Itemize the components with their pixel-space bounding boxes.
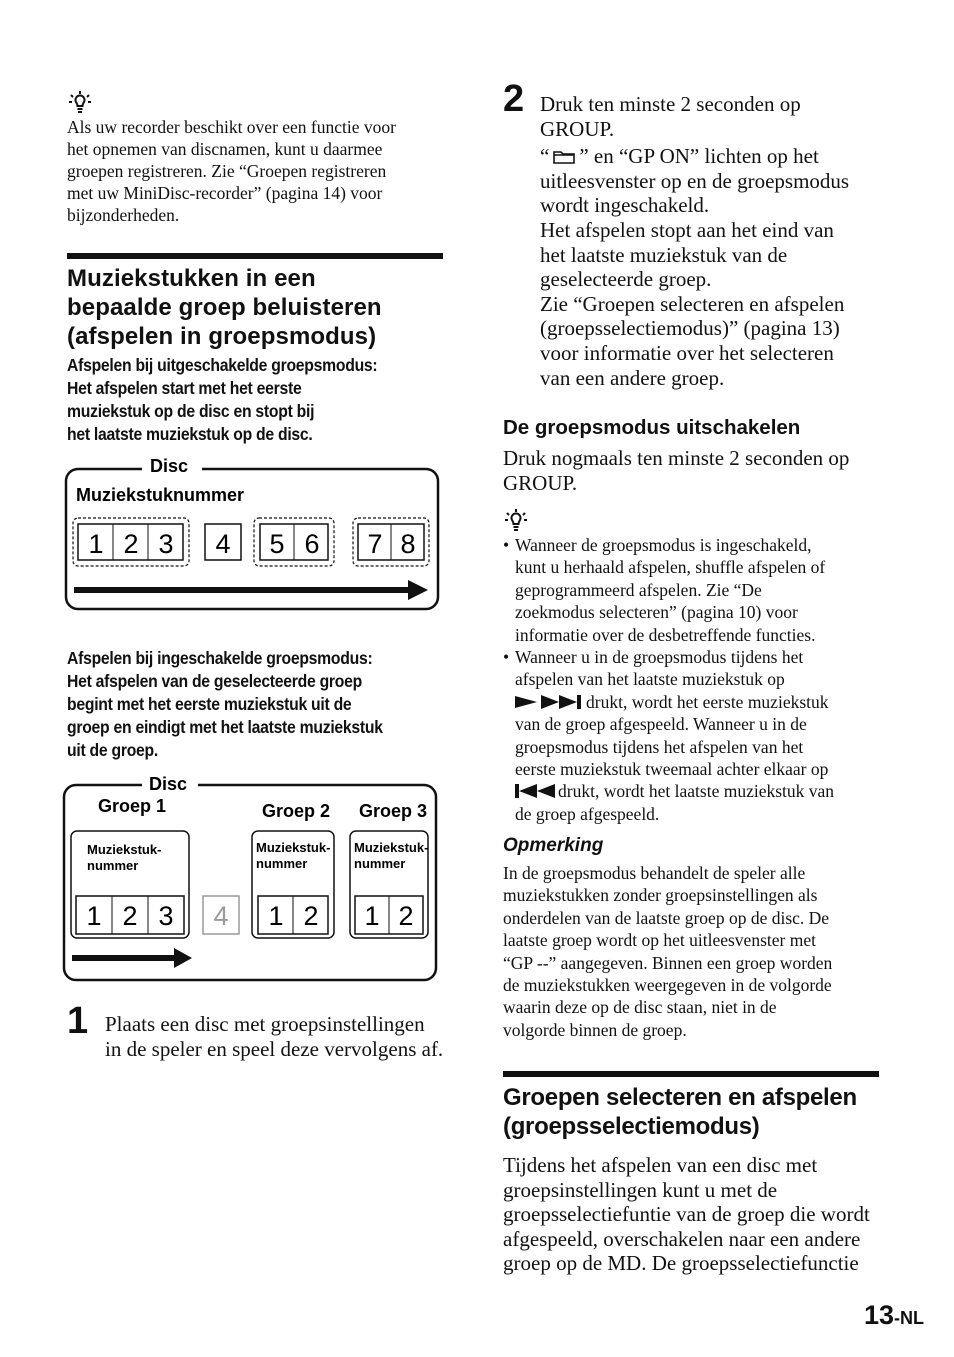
group-1-label: Groep 1 <box>98 796 167 816</box>
track-number-label: Muziekstuknummer <box>76 485 245 505</box>
tip-text-2 <box>503 534 893 825</box>
heading-group-select: Groepen selecteren en afspelen (groepsselectiemodus) <box>503 1084 857 1140</box>
note-text: In de groepsmodus behandelt de speler alle muziekstukken zonder groepsinstellingen als onderdelen van de laatste groep op de disc. De laatste groep wordt op het uitleesvenster met “GP --” aangegeven. Binnen een groep worden de muziekstukken weergegeven in de volgorde waarin deze op de disc staan, niet in de volgorde binnen de groep. <box>503 863 833 1040</box>
tip-bullet-2: • Wanneer u in de groepsmodus tijdens het afspelen van het laatste muziekstuk op drukt, wordt het eerste muziekstuk van de groep afgespeeld. Wanneer u in de groepsmodus tijdens het afspelen van het eerste muziekstuk tweemaal achter elkaar op drukt, wordt het laatste muziekstuk van de groep afgespeeld. <box>503 647 835 824</box>
groupmode-off-text: Druk nogmaals ten minste 2 seconden op GROUP. <box>503 446 850 495</box>
note-heading: Opmerking <box>503 835 604 856</box>
g1-track-2: 2 <box>122 901 138 931</box>
previous-track-icon <box>515 783 555 799</box>
track-4: 4 <box>215 529 231 559</box>
svg-text:Muziekstuk-: Muziekstuk- <box>256 840 331 855</box>
tip-text-1: Als uw recorder beschikt over een functie voor het opnemen van discnamen, kunt u daarmee groepen registreren. Zie “Groepen registreren met uw MiniDisc-recorder” (pagina 14) voor bijzonderheden. <box>67 117 396 225</box>
section-heading-groepsmodus: Muziekstukken in een bepaalde groep beluisteren (afspelen in groepsmodus) <box>67 265 382 350</box>
heading-groupmode-off: De groepsmodus uitschakelen <box>503 416 801 439</box>
section-rule-2 <box>503 1071 879 1077</box>
page-number: 13-NL <box>863 1300 924 1330</box>
step-2-text: Druk ten minste 2 seconden op GROUP. “ ” en “GP ON” lichten op het uitleesvenster op en de groepsmodus wordt ingeschakeld. Het afspelen stopt aan het eind van het laatste muziekstuk van de geselecteerde groep. Zie “Groepen selecteren en afspelen (groepsselectiemodus)” (pagina 13) voor informatie over het selecteren van een andere groep. <box>540 92 850 390</box>
track-1: 1 <box>88 529 104 559</box>
track-2: 2 <box>123 529 139 559</box>
intro-off-mode: Afspelen bij uitgeschakelde groepsmodus: Het afspelen start met het eerste muziekstuk op de disc en stopt bij het laatste muziekstuk op de disc. <box>67 355 378 444</box>
step-2-number: 2 <box>503 78 525 120</box>
disc-diagram-on <box>58 769 442 987</box>
g1-track-1: 1 <box>86 901 102 931</box>
tip-bulb-icon <box>67 89 93 115</box>
svg-text:nummer: nummer <box>256 856 308 871</box>
g3-track-1: 1 <box>364 901 380 931</box>
section-rule <box>67 253 443 259</box>
track-7: 7 <box>367 529 383 559</box>
step-1-text: Plaats een disc met groepsinstellingen in de speler en speel deze vervolgens af. <box>105 1012 444 1061</box>
track-6: 6 <box>304 529 320 559</box>
ungrouped-track: 4 <box>213 901 229 931</box>
svg-text:Muziekstuk-: Muziekstuk- <box>354 840 429 855</box>
disc-diagram-off <box>60 452 446 616</box>
step-1-number: 1 <box>67 1000 89 1042</box>
intro-on-mode: Afspelen bij ingeschakelde groepsmodus: Het afspelen van de geselecteerde groep begint met het eerste muziekstuk uit de groep en eindigt met het laatste muziekstuk uit de groep. <box>67 648 383 760</box>
group-2-label: Groep 2 <box>262 801 331 821</box>
g1-track-3: 3 <box>158 901 174 931</box>
track-3: 3 <box>158 529 174 559</box>
g2-track-2: 2 <box>303 901 319 931</box>
svg-text:nummer: nummer <box>354 856 406 871</box>
disc-label-2: Disc <box>149 774 188 794</box>
svg-text:Muziekstuk-: Muziekstuk- <box>87 842 162 857</box>
track-5: 5 <box>269 529 285 559</box>
group-folder-icon <box>551 147 577 165</box>
track-8: 8 <box>400 529 416 559</box>
group-3-label: Groep 3 <box>359 801 428 821</box>
group-select-text: Tijdens het afspelen van een disc met groepsinstellingen kunt u met de groepsselectiefuntie van de groep die wordt afgespeeld, overschakelen naar een andere groep op de MD. De groepsselectiefunctie <box>503 1153 870 1276</box>
g3-track-2: 2 <box>398 901 414 931</box>
svg-text:nummer: nummer <box>87 858 139 873</box>
disc-label: Disc <box>150 456 189 476</box>
next-track-icon <box>515 694 583 710</box>
tip-bullet-1: • Wanneer de groepsmodus is ingeschakeld, kunt u herhaald afspelen, shuffle afspelen of geprogrammeerd afspelen. Zie “De zoekmodus selecteren” (pagina 10) voor informatie over de desbetreffende functies. <box>503 535 826 645</box>
g2-track-1: 1 <box>268 901 284 931</box>
tip-bulb-icon-2 <box>503 507 529 533</box>
